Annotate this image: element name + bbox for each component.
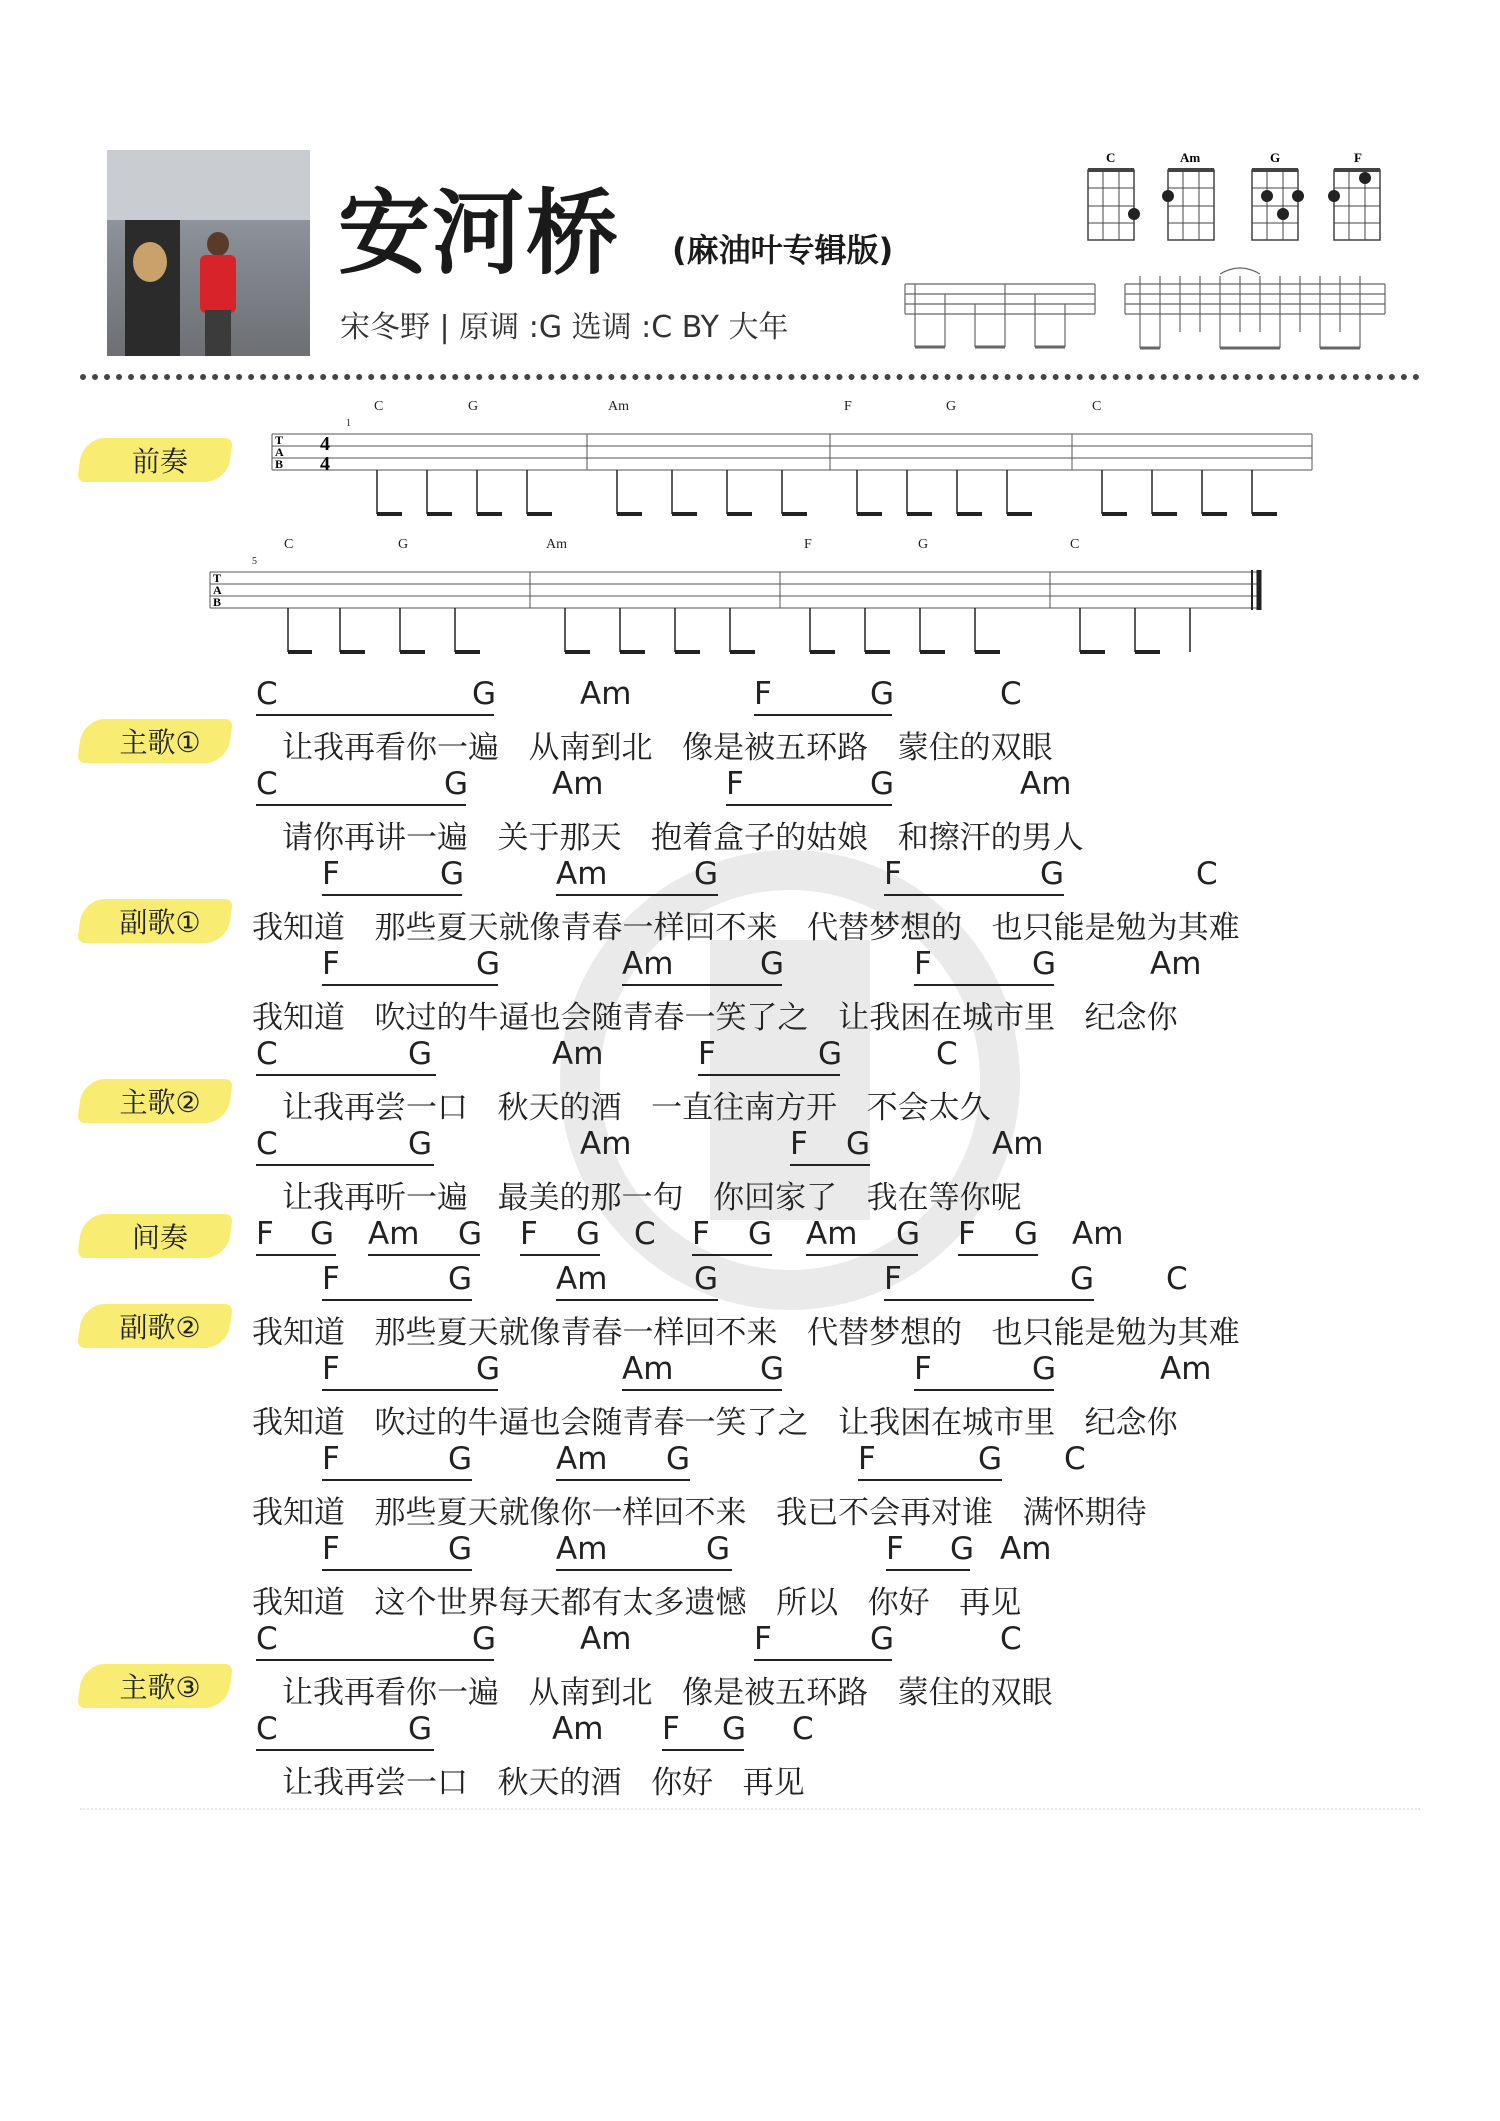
chord: F — [322, 1351, 498, 1391]
tab-letter: A — [275, 445, 284, 459]
chord: G — [408, 1711, 433, 1747]
tab-chord: G — [946, 399, 957, 414]
section-label: 间奏 — [131, 1221, 188, 1254]
strum-pattern — [1120, 260, 1390, 360]
tab-chord: Am — [608, 399, 629, 414]
tab-letter: A — [213, 583, 222, 597]
chord: G — [472, 1621, 497, 1657]
chord: G — [310, 1216, 335, 1252]
chord: G — [722, 1711, 747, 1747]
chord: Am — [552, 1036, 604, 1072]
chord: F — [256, 1216, 336, 1256]
bottom-divider — [80, 1808, 1420, 1810]
section-tag-chorus-2 — [80, 1298, 240, 1354]
chord: C — [1196, 856, 1218, 892]
picking-pattern — [900, 272, 1100, 362]
chord: G — [408, 1126, 433, 1162]
chord: G — [978, 1441, 1003, 1477]
tab-letter: T — [275, 433, 284, 447]
chord: Am — [556, 1261, 718, 1301]
chord: Am — [580, 1621, 632, 1657]
lyric-line: 让我再看你一遍 从南到北 像是被五环路 蒙住的双眼 — [282, 730, 1053, 766]
chord: F — [322, 1441, 472, 1481]
chord-diagrams — [1080, 148, 1400, 248]
chord: G — [1032, 1351, 1057, 1387]
chord: C — [256, 676, 494, 716]
tab-chord: G — [468, 399, 479, 414]
chord: G — [476, 946, 501, 982]
chord: Am — [556, 856, 718, 896]
tab-letter: B — [275, 457, 284, 471]
time-signature-bottom: 4 — [320, 453, 330, 475]
chord: G — [748, 1216, 773, 1252]
chord: F — [322, 856, 462, 896]
chord: C — [1064, 1441, 1086, 1477]
chord: F — [790, 1126, 870, 1166]
chord: Am — [992, 1126, 1044, 1162]
chord: F — [958, 1216, 1038, 1256]
chord: Am — [556, 1531, 732, 1571]
chord: F — [322, 946, 498, 986]
lyric-line: 让我再听一遍 最美的那一句 你回家了 我在等你呢 — [282, 1180, 1022, 1216]
chord: C — [792, 1711, 814, 1747]
chord: G — [1014, 1216, 1039, 1252]
tab-measure-number: 1 — [346, 418, 351, 429]
chord: Am — [552, 766, 604, 802]
chord: F — [662, 1711, 744, 1751]
section-tag-intro — [80, 432, 240, 488]
chord: F — [884, 1261, 1094, 1301]
song-title: 安河桥 — [338, 180, 621, 287]
chord: F — [520, 1216, 600, 1256]
chord: G — [694, 1261, 719, 1297]
chord: F — [914, 946, 1054, 986]
chord: G — [760, 946, 785, 982]
lyric-line: 让我再尝一口 秋天的酒 你好 再见 — [282, 1765, 805, 1801]
chord: F — [698, 1036, 840, 1076]
lyric-line: 请你再讲一遍 关于那天 抱着盒子的姑娘 和擦汗的男人 — [282, 820, 1084, 856]
tab-letter: B — [213, 595, 222, 609]
chord: Am — [552, 1711, 604, 1747]
chord: G — [576, 1216, 601, 1252]
chord: Am — [622, 1351, 782, 1391]
chord: G — [476, 1351, 501, 1387]
tab-chord: G — [398, 537, 409, 552]
intro-tab-row-1 — [262, 392, 1322, 532]
chord: G — [760, 1351, 785, 1387]
chord: Am — [1150, 946, 1202, 982]
tab-chord: Am — [546, 537, 567, 552]
section-label: 前奏 — [131, 445, 188, 478]
lyric-line: 我知道 吹过的牛逼也会随青春一笑了之 让我困在城市里 纪念你 — [252, 1000, 1178, 1036]
section-label: 副歌① — [119, 906, 201, 939]
tab-letter: T — [213, 571, 222, 585]
chord-diagram-label: Am — [1180, 150, 1201, 165]
lyric-line: 我知道 那些夏天就像青春一样回不来 代替梦想的 也只能是勉为其难 — [252, 910, 1240, 946]
chord: G — [870, 676, 895, 712]
chord: G — [706, 1531, 731, 1567]
chord: F — [754, 1621, 892, 1661]
chord-diagram-label: C — [1106, 150, 1116, 165]
section-label: 主歌③ — [119, 1671, 201, 1704]
section-tag-chorus-1 — [80, 893, 240, 949]
chord-diagram-f — [1328, 150, 1380, 240]
chord: G — [818, 1036, 843, 1072]
chord: F — [754, 676, 892, 716]
chord: Am — [580, 676, 632, 712]
tab-measure-number: 5 — [252, 556, 257, 567]
artist-photo — [107, 150, 310, 356]
chord: C — [634, 1216, 656, 1252]
chord: C — [1000, 1621, 1022, 1657]
chord-diagram-label: G — [1270, 150, 1281, 165]
tab-chord: C — [1092, 399, 1102, 414]
chord: F — [692, 1216, 772, 1256]
chord: G — [666, 1441, 691, 1477]
chord: Am — [1020, 766, 1072, 802]
tab-chord: C — [374, 399, 384, 414]
song-subtitle: (麻油叶专辑版) — [672, 231, 894, 269]
chord: C — [1000, 676, 1022, 712]
chord: F — [884, 856, 1064, 896]
section-label: 副歌② — [119, 1311, 201, 1344]
tab-chord: C — [1070, 537, 1080, 552]
chord: G — [448, 1261, 473, 1297]
chord: C — [256, 766, 466, 806]
chord: Am — [1000, 1531, 1052, 1567]
tab-chord: F — [804, 537, 812, 552]
chord-diagram-c — [1088, 150, 1140, 240]
chord: F — [914, 1351, 1054, 1391]
chord: G — [950, 1531, 975, 1567]
lyric-line: 让我再尝一口 秋天的酒 一直往南方开 不会太久 — [282, 1090, 991, 1126]
chord: Am — [556, 1441, 690, 1481]
tab-chord: C — [284, 537, 294, 552]
lyric-line: 我知道 吹过的牛逼也会随青春一笑了之 让我困在城市里 纪念你 — [252, 1405, 1178, 1441]
chord: C — [256, 1621, 494, 1661]
lyric-line: 我知道 那些夏天就像你一样回不来 我已不会再对谁 满怀期待 — [252, 1495, 1147, 1531]
chord: G — [440, 856, 465, 892]
section-label: 主歌② — [119, 1086, 201, 1119]
chord: G — [408, 1036, 433, 1072]
chord: Am — [1160, 1351, 1212, 1387]
divider — [80, 374, 1420, 380]
chord-diagram-am — [1162, 150, 1214, 240]
chord-diagram-label: F — [1354, 150, 1362, 165]
chord: Am — [806, 1216, 918, 1256]
song-meta: 宋冬野 | 原调 :G 选调 :C BY 大年 — [340, 310, 789, 345]
chord: G — [870, 766, 895, 802]
chord: G — [444, 766, 469, 802]
chord: F — [322, 1531, 472, 1571]
tab-chord: F — [844, 399, 852, 414]
section-tag-verse-1 — [80, 713, 240, 769]
chord: F — [322, 1261, 472, 1301]
chord: G — [1070, 1261, 1095, 1297]
chord: G — [458, 1216, 483, 1252]
lyric-line: 我知道 那些夏天就像青春一样回不来 代替梦想的 也只能是勉为其难 — [252, 1315, 1240, 1351]
chord: F — [858, 1441, 1002, 1481]
time-signature-top: 4 — [320, 433, 330, 455]
chord: G — [870, 1621, 895, 1657]
chord: G — [846, 1126, 871, 1162]
chord: Am — [580, 1126, 632, 1162]
chord: F — [726, 766, 892, 806]
chord: C — [936, 1036, 958, 1072]
chord: G — [896, 1216, 921, 1252]
chord-diagram-g — [1252, 150, 1304, 240]
chord: G — [472, 676, 497, 712]
section-tag-verse-2 — [80, 1073, 240, 1129]
chord: G — [1040, 856, 1065, 892]
chord: G — [448, 1531, 473, 1567]
section-tag-interlude — [80, 1208, 240, 1264]
chord: Am — [622, 946, 782, 986]
chord: G — [448, 1441, 473, 1477]
chord: Am — [1072, 1216, 1124, 1252]
tab-chord: G — [918, 537, 929, 552]
lyric-line: 让我再看你一遍 从南到北 像是被五环路 蒙住的双眼 — [282, 1675, 1053, 1711]
chord: C — [256, 1711, 434, 1751]
chord: C — [1166, 1261, 1188, 1297]
chord: C — [256, 1036, 436, 1076]
section-label: 主歌① — [119, 726, 201, 759]
chord: Am — [368, 1216, 480, 1256]
chord: C — [256, 1126, 434, 1166]
chord: G — [1032, 946, 1057, 982]
lyric-line: 我知道 这个世界每天都有太多遗憾 所以 你好 再见 — [252, 1585, 1022, 1621]
chord: G — [694, 856, 719, 892]
section-tag-verse-3 — [80, 1658, 240, 1714]
intro-tab-row-2 — [200, 530, 1280, 670]
chord: F — [886, 1531, 970, 1571]
